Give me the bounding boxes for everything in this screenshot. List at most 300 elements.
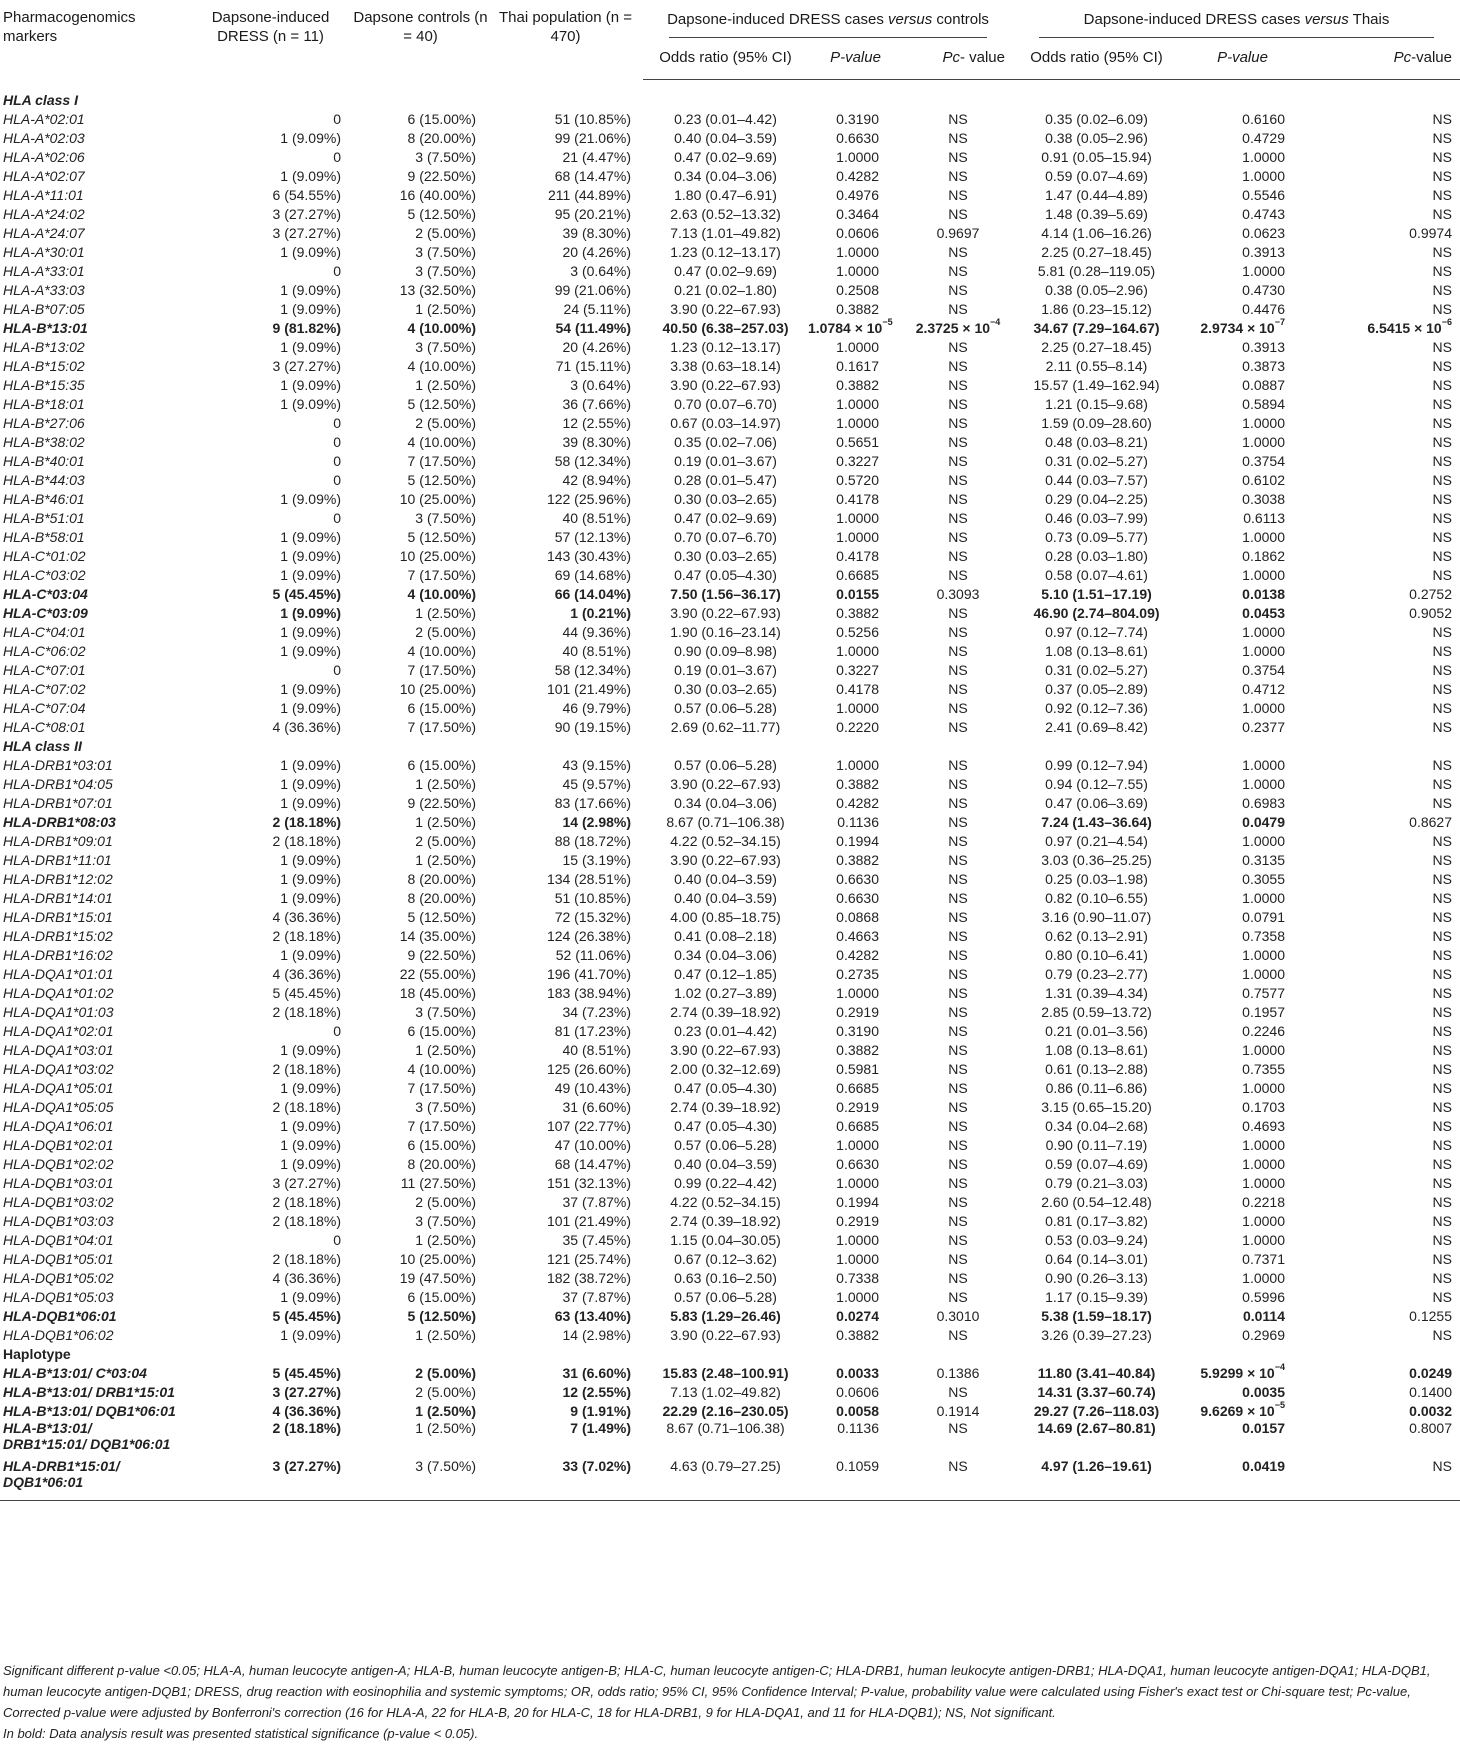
group-header-thais-label: Dapsone-induced DRESS cases versus Thais bbox=[1083, 11, 1390, 28]
marker-cell: HLA-DQA1*01:02 bbox=[3, 984, 114, 1001]
pc-value-cell-text: NS bbox=[1432, 984, 1452, 1001]
pc-value-cell-text: NS bbox=[948, 262, 968, 279]
pc-value-cell bbox=[1305, 546, 1460, 565]
marker-cell: HLA-A*02:07 bbox=[3, 167, 85, 184]
pc-value-cell bbox=[903, 318, 1013, 337]
p-value-cell-text: 0.1703 bbox=[1242, 1098, 1285, 1115]
controls-cell-text: 1 (2.50%) bbox=[415, 1402, 476, 1419]
pc-value-cell bbox=[1305, 1230, 1460, 1249]
dress-cell bbox=[188, 907, 353, 926]
p-value-cell bbox=[1180, 527, 1305, 546]
pc-value-cell bbox=[903, 1173, 1013, 1192]
pc-value-cell-text: NS bbox=[1432, 452, 1452, 469]
controls-cell bbox=[353, 356, 488, 375]
p-value-cell bbox=[1180, 413, 1305, 432]
dress-cell bbox=[188, 1458, 353, 1501]
controls-cell bbox=[353, 1192, 488, 1211]
pc-value-cell bbox=[1305, 223, 1460, 242]
odds-ratio-cell-text: 0.46 (0.03–7.99) bbox=[1045, 509, 1148, 526]
pc-value-cell-text: NS bbox=[948, 566, 968, 583]
pc-value-cell bbox=[903, 1002, 1013, 1021]
dress-cell bbox=[188, 622, 353, 641]
odds-ratio-cell-text: 8.67 (0.71–106.38) bbox=[666, 1420, 785, 1436]
pc-value-cell-text: NS bbox=[948, 148, 968, 165]
controls-cell-text: 2 (5.00%) bbox=[415, 414, 476, 431]
table-row bbox=[0, 1363, 1460, 1382]
p-value-cell bbox=[808, 831, 903, 850]
p-value-cell bbox=[1180, 1287, 1305, 1306]
table-row bbox=[0, 1154, 1460, 1173]
thai-cell-text: 121 (25.74%) bbox=[546, 1250, 631, 1267]
marker-cell: HLA-DQB1*05:02 bbox=[3, 1269, 114, 1286]
dress-cell-text: 3 (27.27%) bbox=[272, 205, 341, 222]
controls-cell-text: 10 (25.00%) bbox=[399, 490, 476, 507]
table-row bbox=[0, 603, 1460, 622]
table-row bbox=[0, 185, 1460, 204]
p-value-cell bbox=[808, 337, 903, 356]
p-value-cell-text: 1.0000 bbox=[1242, 832, 1285, 849]
dress-cell bbox=[188, 204, 353, 223]
p-value-cell-text: 0.2246 bbox=[1242, 1022, 1285, 1039]
odds-ratio-cell bbox=[1013, 983, 1180, 1002]
pc-value-cell-text: NS bbox=[948, 775, 968, 792]
p-value-cell-text: 1.0000 bbox=[1242, 1174, 1285, 1191]
pc-value-cell-text: NS bbox=[948, 965, 968, 982]
pc-value-cell bbox=[1305, 1325, 1460, 1344]
controls-cell-text: 22 (55.00%) bbox=[399, 965, 476, 982]
marker-cell: HLA-A*02:01 bbox=[3, 110, 85, 127]
p-value-cell-text: 1.0000 bbox=[836, 243, 879, 260]
thai-cell bbox=[488, 1268, 643, 1287]
dress-cell bbox=[188, 223, 353, 242]
pc-value-cell bbox=[1305, 261, 1460, 280]
thai-cell-text: 14 (2.98%) bbox=[562, 813, 631, 830]
thai-cell bbox=[488, 1173, 643, 1192]
marker-cell: HLA-DRB1*07:01 bbox=[3, 794, 113, 811]
controls-cell-text: 1 (2.50%) bbox=[415, 376, 476, 393]
p-value-cell bbox=[808, 622, 903, 641]
odds-ratio-cell bbox=[643, 1078, 808, 1097]
thai-cell-text: 68 (14.47%) bbox=[554, 167, 631, 184]
controls-cell bbox=[353, 166, 488, 185]
dress-cell bbox=[188, 470, 353, 489]
odds-ratio-cell-text: 2.25 (0.27–18.45) bbox=[1041, 243, 1152, 260]
p-value-cell-text: 0.7355 bbox=[1242, 1060, 1285, 1077]
pc-value-cell bbox=[1305, 1363, 1460, 1382]
p-value-cell bbox=[808, 470, 903, 489]
marker-cell: HLA-DQB1*05:01 bbox=[3, 1250, 114, 1267]
odds-ratio-cell bbox=[1013, 1002, 1180, 1021]
pc-value-cell bbox=[903, 185, 1013, 204]
thai-cell-text: 134 (28.51%) bbox=[546, 870, 631, 887]
dress-cell bbox=[188, 964, 353, 983]
pc-value-cell bbox=[1305, 413, 1460, 432]
controls-cell bbox=[353, 375, 488, 394]
odds-ratio-cell-text: 2.11 (0.55–8.14) bbox=[1045, 357, 1148, 374]
controls-cell bbox=[353, 185, 488, 204]
pc-value-cell bbox=[903, 1154, 1013, 1173]
controls-cell bbox=[353, 337, 488, 356]
pc-value-cell-text: NS bbox=[948, 186, 968, 203]
thai-cell bbox=[488, 128, 643, 147]
pc-value-cell-text: NS bbox=[948, 490, 968, 507]
dress-cell bbox=[188, 945, 353, 964]
dress-cell-text: 1 (9.09%) bbox=[280, 1136, 341, 1153]
p-value-cell bbox=[808, 128, 903, 147]
table-row bbox=[0, 1021, 1460, 1040]
odds-ratio-cell-text: 4.22 (0.52–34.15) bbox=[670, 832, 781, 849]
pc-value-cell bbox=[1305, 1154, 1460, 1173]
p-value-cell-text: 0.1059 bbox=[836, 1458, 879, 1474]
p-value-cell-text: 0.3190 bbox=[836, 110, 879, 127]
odds-ratio-cell bbox=[643, 1268, 808, 1287]
odds-ratio-cell bbox=[1013, 1268, 1180, 1287]
pc-value-cell-text: NS bbox=[1432, 1269, 1452, 1286]
p-value-cell-text: 0.0033 bbox=[836, 1364, 879, 1381]
dress-cell-text: 0 bbox=[333, 661, 341, 678]
thai-cell bbox=[488, 166, 643, 185]
pc-value-cell bbox=[903, 983, 1013, 1002]
controls-cell-text: 6 (15.00%) bbox=[407, 1288, 476, 1305]
odds-ratio-cell-text: 3.38 (0.63–18.14) bbox=[670, 357, 781, 374]
pc-value-cell bbox=[903, 128, 1013, 147]
odds-ratio-cell bbox=[1013, 1382, 1180, 1401]
odds-ratio-cell-text: 7.24 (1.43–36.64) bbox=[1041, 813, 1152, 830]
controls-cell-text: 1 (2.50%) bbox=[415, 1231, 476, 1248]
dress-cell-text: 3 (27.27%) bbox=[272, 1383, 341, 1400]
p-value-cell-text: 1.0000 bbox=[836, 642, 879, 659]
dress-cell-text: 1 (9.09%) bbox=[280, 794, 341, 811]
p-value-cell-text: 0.0138 bbox=[1242, 585, 1285, 602]
p-value-cell bbox=[808, 907, 903, 926]
p-value-cell bbox=[1180, 603, 1305, 622]
p-value-cell-text: 1.0000 bbox=[1242, 623, 1285, 640]
dress-cell-text: 2 (18.18%) bbox=[272, 813, 341, 830]
p-value-cell-text: 1.0000 bbox=[1242, 1231, 1285, 1248]
p-value-cell-text: 0.6113 bbox=[1243, 509, 1285, 526]
odds-ratio-cell-text: 5.83 (1.29–26.46) bbox=[670, 1307, 781, 1324]
dress-cell-text: 1 (9.09%) bbox=[280, 1288, 341, 1305]
controls-cell bbox=[353, 1021, 488, 1040]
pc-value-cell bbox=[1305, 1002, 1460, 1021]
controls-cell-text: 5 (12.50%) bbox=[407, 1307, 476, 1324]
controls-cell bbox=[353, 907, 488, 926]
p-value-cell bbox=[1180, 546, 1305, 565]
table-row bbox=[0, 831, 1460, 850]
odds-ratio-cell bbox=[1013, 356, 1180, 375]
odds-ratio-cell-text: 0.40 (0.04–3.59) bbox=[674, 1155, 777, 1172]
thai-cell bbox=[488, 1002, 643, 1021]
p-value-cell-text: 0.3882 bbox=[836, 775, 879, 792]
p-value-cell-text: 0.3882 bbox=[836, 1041, 879, 1058]
odds-ratio-cell bbox=[1013, 888, 1180, 907]
p-value-cell bbox=[808, 1401, 903, 1420]
pc-value-cell-text: NS bbox=[948, 908, 968, 925]
dress-cell bbox=[188, 717, 353, 736]
thai-cell-text: 39 (8.30%) bbox=[562, 224, 631, 241]
odds-ratio-cell-text: 4.00 (0.85–18.75) bbox=[670, 908, 781, 925]
dress-cell bbox=[188, 1230, 353, 1249]
pc-value-cell-text: NS bbox=[948, 1420, 968, 1436]
marker-cell bbox=[0, 1458, 188, 1501]
pc-value-cell bbox=[1305, 185, 1460, 204]
pc-value-cell bbox=[903, 1078, 1013, 1097]
odds-ratio-cell bbox=[1013, 793, 1180, 812]
dress-cell-text: 0 bbox=[333, 509, 341, 526]
pc-value-cell bbox=[1305, 755, 1460, 774]
table-row bbox=[0, 1059, 1460, 1078]
dress-cell bbox=[188, 1268, 353, 1287]
pc-value-cell-text: NS bbox=[1432, 927, 1452, 944]
pc-value-cell-text: NS bbox=[1432, 1041, 1452, 1058]
pc-value-cell-text: NS bbox=[948, 205, 968, 222]
odds-ratio-cell-text: 0.34 (0.04–2.68) bbox=[1045, 1117, 1148, 1134]
dress-cell-text: 1 (9.09%) bbox=[280, 395, 341, 412]
thai-cell-text: 83 (17.66%) bbox=[554, 794, 631, 811]
odds-ratio-cell-text: 5.10 (1.51–17.19) bbox=[1041, 585, 1152, 602]
odds-ratio-cell-text: 0.23 (0.01–4.42) bbox=[674, 110, 777, 127]
col-header-or-controls: Odds ratio (95% CI) bbox=[643, 38, 808, 80]
pc-value-cell-text: NS bbox=[1432, 509, 1452, 526]
controls-cell-text: 7 (17.50%) bbox=[407, 452, 476, 469]
odds-ratio-cell bbox=[643, 1401, 808, 1420]
dress-cell-text: 3 (27.27%) bbox=[272, 224, 341, 241]
section-row bbox=[0, 736, 1460, 755]
dress-cell-text: 1 (9.09%) bbox=[280, 338, 341, 355]
p-value-cell bbox=[1180, 1154, 1305, 1173]
p-value-cell-text: 1.0000 bbox=[1242, 414, 1285, 431]
odds-ratio-cell-text: 0.38 (0.05–2.96) bbox=[1045, 129, 1148, 146]
dress-cell-text: 9 (81.82%) bbox=[272, 319, 341, 336]
controls-cell-text: 7 (17.50%) bbox=[407, 718, 476, 735]
odds-ratio-cell bbox=[643, 698, 808, 717]
odds-ratio-cell bbox=[1013, 812, 1180, 831]
odds-ratio-cell bbox=[643, 261, 808, 280]
dress-cell bbox=[188, 774, 353, 793]
odds-ratio-cell bbox=[1013, 1230, 1180, 1249]
thai-cell bbox=[488, 1211, 643, 1230]
odds-ratio-cell-text: 0.81 (0.17–3.82) bbox=[1045, 1212, 1148, 1229]
p-value-cell bbox=[1180, 128, 1305, 147]
thai-cell-text: 143 (30.43%) bbox=[546, 547, 631, 564]
odds-ratio-cell bbox=[1013, 1401, 1180, 1420]
table-row bbox=[0, 413, 1460, 432]
controls-cell-text: 3 (7.50%) bbox=[415, 1212, 476, 1229]
thai-cell-text: 40 (8.51%) bbox=[562, 1041, 631, 1058]
odds-ratio-cell-text: 0.40 (0.04–3.59) bbox=[674, 889, 777, 906]
pc-value-cell-text: 0.2752 bbox=[1409, 585, 1452, 602]
pc-value-cell-text: NS bbox=[1432, 357, 1452, 374]
p-value-cell bbox=[1180, 356, 1305, 375]
odds-ratio-cell bbox=[1013, 204, 1180, 223]
dress-cell-text: 1 (9.09%) bbox=[280, 547, 341, 564]
thai-cell bbox=[488, 223, 643, 242]
thai-cell-text: 3 (0.64%) bbox=[570, 376, 631, 393]
table-row bbox=[0, 1249, 1460, 1268]
dress-cell-text: 1 (9.09%) bbox=[280, 167, 341, 184]
pc-value-cell-text: NS bbox=[948, 1003, 968, 1020]
pc-value-cell-text: NS bbox=[1432, 395, 1452, 412]
odds-ratio-cell bbox=[643, 432, 808, 451]
odds-ratio-cell bbox=[643, 489, 808, 508]
marker-cell: HLA-C*07:04 bbox=[3, 699, 86, 716]
p-value-cell-text: 0.0479 bbox=[1242, 813, 1285, 830]
pc-value-cell bbox=[903, 831, 1013, 850]
pc-value-cell bbox=[903, 698, 1013, 717]
thai-cell-text: 12 (2.55%) bbox=[562, 1383, 631, 1400]
group-header-controls bbox=[643, 0, 1013, 38]
p-value-cell bbox=[808, 356, 903, 375]
dress-cell bbox=[188, 831, 353, 850]
p-value-cell bbox=[1180, 147, 1305, 166]
p-value-cell-text: 0.7371 bbox=[1242, 1250, 1285, 1267]
dress-cell bbox=[188, 508, 353, 527]
controls-cell-text: 18 (45.00%) bbox=[399, 984, 476, 1001]
thai-cell bbox=[488, 698, 643, 717]
p-value-cell bbox=[808, 451, 903, 470]
p-value-cell bbox=[1180, 983, 1305, 1002]
dress-cell bbox=[188, 641, 353, 660]
odds-ratio-cell-text: 0.94 (0.12–7.55) bbox=[1045, 775, 1148, 792]
marker-cell: HLA-DQB1*03:02 bbox=[3, 1193, 114, 1210]
controls-cell bbox=[353, 1097, 488, 1116]
pc-value-cell-text: NS bbox=[1432, 1174, 1452, 1191]
odds-ratio-cell-text: 0.28 (0.01–5.47) bbox=[674, 471, 777, 488]
odds-ratio-cell bbox=[643, 1059, 808, 1078]
controls-cell bbox=[353, 147, 488, 166]
pc-value-cell-text: NS bbox=[1432, 1003, 1452, 1020]
marker-cell: HLA-C*04:01 bbox=[3, 623, 86, 640]
pc-value-cell-text: NS bbox=[948, 433, 968, 450]
odds-ratio-cell-text: 0.59 (0.07–4.69) bbox=[1045, 1155, 1148, 1172]
controls-cell bbox=[353, 1040, 488, 1059]
odds-ratio-cell-text: 0.70 (0.07–6.70) bbox=[674, 528, 777, 545]
p-value-cell-text: 1.0000 bbox=[836, 148, 879, 165]
odds-ratio-cell-text: 0.34 (0.04–3.06) bbox=[674, 794, 777, 811]
p-value-cell bbox=[808, 223, 903, 242]
table-row bbox=[0, 299, 1460, 318]
p-value-cell bbox=[1180, 299, 1305, 318]
controls-cell bbox=[353, 717, 488, 736]
odds-ratio-cell-text: 0.97 (0.12–7.74) bbox=[1045, 623, 1148, 640]
p-value-cell-text: 0.3464 bbox=[836, 205, 879, 222]
odds-ratio-cell bbox=[1013, 1363, 1180, 1382]
controls-cell-text: 1 (2.50%) bbox=[415, 1041, 476, 1058]
thai-cell bbox=[488, 831, 643, 850]
pc-value-cell bbox=[903, 584, 1013, 603]
pc-value-cell bbox=[903, 223, 1013, 242]
odds-ratio-cell-text: 1.15 (0.04–30.05) bbox=[670, 1231, 781, 1248]
controls-cell bbox=[353, 831, 488, 850]
table-row bbox=[0, 717, 1460, 736]
controls-cell-text: 2 (5.00%) bbox=[415, 1364, 476, 1381]
odds-ratio-cell bbox=[1013, 565, 1180, 584]
pc-value-cell-text: NS bbox=[948, 832, 968, 849]
thai-cell-text: 51 (10.85%) bbox=[554, 889, 631, 906]
dress-cell-text: 1 (9.09%) bbox=[280, 1326, 341, 1343]
thai-cell-text: 196 (41.70%) bbox=[546, 965, 631, 982]
dress-cell bbox=[188, 755, 353, 774]
pc-value-cell-text: 0.1386 bbox=[936, 1364, 980, 1381]
table-row bbox=[0, 1135, 1460, 1154]
pc-value-cell-text: NS bbox=[1432, 1060, 1452, 1077]
dress-cell bbox=[188, 1116, 353, 1135]
p-value-cell bbox=[808, 983, 903, 1002]
thai-cell bbox=[488, 337, 643, 356]
p-value-cell bbox=[1180, 185, 1305, 204]
odds-ratio-cell-text: 0.41 (0.08–2.18) bbox=[674, 927, 777, 944]
p-value-cell bbox=[808, 508, 903, 527]
thai-cell bbox=[488, 812, 643, 831]
dress-cell bbox=[188, 280, 353, 299]
table-row bbox=[0, 660, 1460, 679]
odds-ratio-cell bbox=[643, 1211, 808, 1230]
pc-value-cell-text: NS bbox=[948, 794, 968, 811]
p-value-cell-text: 1.0000 bbox=[1242, 1079, 1285, 1096]
odds-ratio-cell bbox=[1013, 774, 1180, 793]
pc-value-cell-text: NS bbox=[948, 1155, 968, 1172]
p-value-cell-text: 1.0000 bbox=[1242, 756, 1285, 773]
dress-cell-text: 3 (27.27%) bbox=[272, 357, 341, 374]
controls-cell-text: 11 (27.50%) bbox=[400, 1174, 476, 1191]
pc-value-cell-text: NS bbox=[948, 946, 968, 963]
pc-value-cell-text: NS bbox=[1432, 471, 1452, 488]
odds-ratio-cell-text: 0.64 (0.14–3.01) bbox=[1045, 1250, 1148, 1267]
pc-value-cell bbox=[1305, 204, 1460, 223]
controls-cell bbox=[353, 223, 488, 242]
controls-cell bbox=[353, 394, 488, 413]
controls-cell-text: 5 (12.50%) bbox=[407, 908, 476, 925]
pc-value-cell bbox=[903, 1021, 1013, 1040]
p-value-cell bbox=[1180, 470, 1305, 489]
p-value-cell bbox=[808, 565, 903, 584]
pc-value-cell bbox=[903, 888, 1013, 907]
thai-cell-text: 90 (19.15%) bbox=[554, 718, 631, 735]
controls-cell-text: 4 (10.00%) bbox=[407, 642, 476, 659]
marker-cell: HLA-DQB1*02:01 bbox=[3, 1136, 114, 1153]
p-value-cell bbox=[1180, 394, 1305, 413]
pc-value-cell-text: NS bbox=[1432, 832, 1452, 849]
thai-cell-text: 40 (8.51%) bbox=[562, 642, 631, 659]
p-value-cell bbox=[808, 869, 903, 888]
p-value-cell-text: 0.6102 bbox=[1242, 471, 1285, 488]
odds-ratio-cell-text: 3.90 (0.22–67.93) bbox=[670, 604, 781, 621]
dress-cell-text: 1 (9.09%) bbox=[280, 851, 341, 868]
pc-value-cell-text: NS bbox=[1432, 623, 1452, 640]
pc-value-cell-text: NS bbox=[1432, 129, 1452, 146]
dress-cell-text: 1 (9.09%) bbox=[280, 775, 341, 792]
dress-cell bbox=[188, 926, 353, 945]
thai-cell-text: 21 (4.47%) bbox=[562, 148, 631, 165]
odds-ratio-cell-text: 0.53 (0.03–9.24) bbox=[1045, 1231, 1148, 1248]
dress-cell-text: 0 bbox=[333, 262, 341, 279]
odds-ratio-cell-text: 1.17 (0.15–9.39) bbox=[1045, 1288, 1148, 1305]
p-value-cell bbox=[1180, 641, 1305, 660]
dress-cell-text: 6 (54.55%) bbox=[272, 186, 341, 203]
odds-ratio-cell-text: 0.40 (0.04–3.59) bbox=[674, 870, 777, 887]
odds-ratio-cell bbox=[643, 109, 808, 128]
pc-value-cell bbox=[903, 641, 1013, 660]
p-value-cell bbox=[1180, 1097, 1305, 1116]
thai-cell bbox=[488, 850, 643, 869]
table-row bbox=[0, 508, 1460, 527]
odds-ratio-cell-text: 0.30 (0.03–2.65) bbox=[674, 490, 777, 507]
odds-ratio-cell-text: 0.40 (0.04–3.59) bbox=[674, 129, 777, 146]
p-value-cell-text: 0.2919 bbox=[836, 1003, 879, 1020]
dress-cell-text: 1 (9.09%) bbox=[280, 243, 341, 260]
pc-value-cell bbox=[1305, 850, 1460, 869]
pc-value-cell bbox=[1305, 831, 1460, 850]
